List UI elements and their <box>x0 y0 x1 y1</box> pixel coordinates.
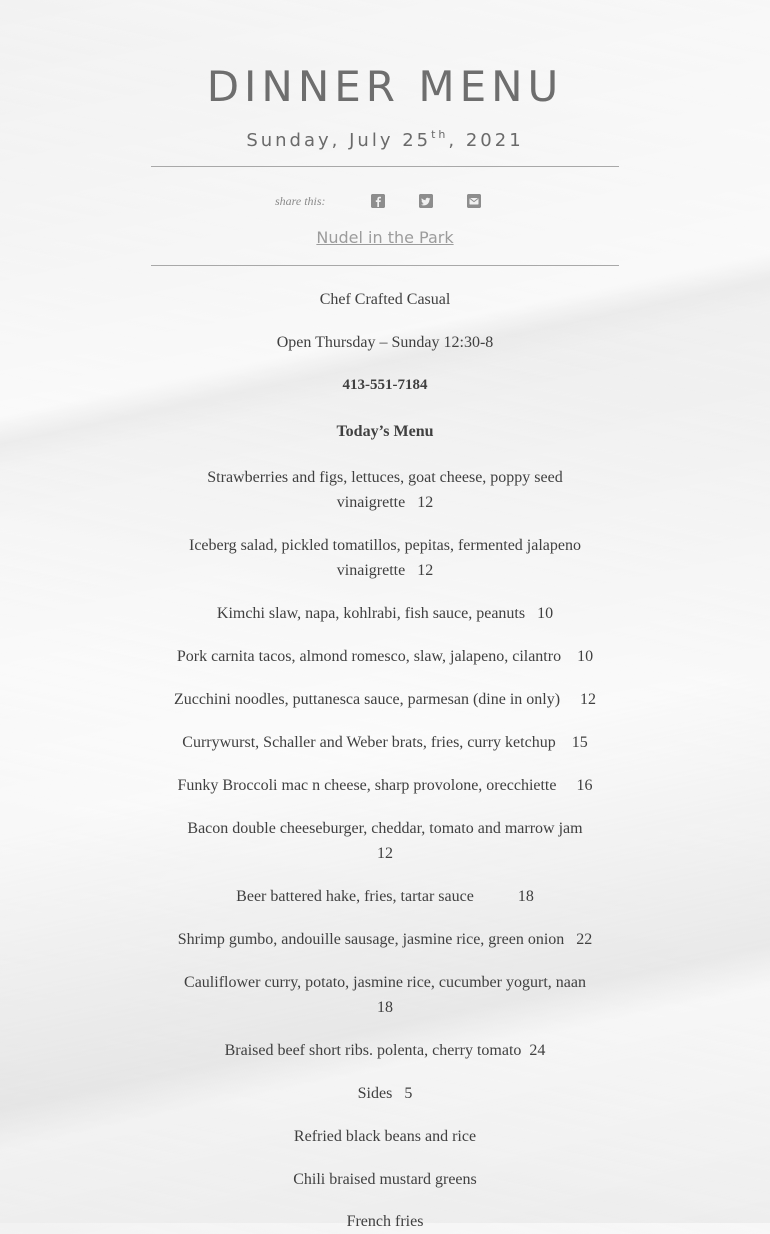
menu-item: Pork carnita tacos, almond romesco, slaw, jalapeno, cilantro 10 <box>176 648 594 665</box>
share-label: share this: <box>275 194 326 208</box>
menu-item: Beer battered hake, fries, tartar sauce 18 <box>236 888 534 905</box>
menu-item: Kimchi slaw, napa, kohlrabi, fish sauce, peanuts 10 <box>216 605 554 622</box>
phone-number: 413-551-7184 <box>342 377 428 393</box>
tagline: Chef Crafted Casual <box>319 291 451 308</box>
menu-heading: Today’s Menu <box>336 423 434 440</box>
opening-hours: Open Thursday – Sunday 12:30-8 <box>276 334 494 351</box>
twitter-icon[interactable] <box>419 194 433 208</box>
top-divider <box>151 166 619 167</box>
sides-heading: Sides 5 <box>357 1085 413 1102</box>
menu-item: Strawberries and figs, lettuces, goat cheese, poppy seed vinaigrette 12 <box>207 469 563 511</box>
side-item: French fries <box>346 1213 424 1230</box>
menu-item: Funky Broccoli mac n cheese, sharp provolone, orecchiette 16 <box>177 777 593 794</box>
email-icon[interactable] <box>467 194 481 208</box>
date-ordinal-suffix: th <box>431 128 449 141</box>
date-year: , 2021 <box>448 130 524 151</box>
menu-item: Bacon double cheeseburger, cheddar, tomato and marrow jam 12 <box>187 820 583 862</box>
facebook-icon[interactable] <box>371 194 385 208</box>
side-item: Chili braised mustard greens <box>293 1171 477 1188</box>
menu-item: Iceberg salad, pickled tomatillos, pepitas, fermented jalapeno vinaigrette 12 <box>188 537 581 579</box>
menu-item: Zucchini noodles, puttanesca sauce, parmesan (dine in only) 12 <box>173 691 597 708</box>
menu-item: Braised beef short ribs. polenta, cherry tomato 24 <box>224 1042 546 1059</box>
side-item: Refried black beans and rice <box>293 1128 477 1145</box>
menu-item: Currywurst, Schaller and Weber brats, fries, curry ketchup 15 <box>182 734 588 751</box>
menu-date <box>0 128 770 154</box>
bottom-divider <box>151 265 619 266</box>
page-title: DINNER MENU <box>206 62 564 111</box>
venue-link-text[interactable]: Nudel in the Park <box>316 228 454 247</box>
menu-item: Cauliflower curry, potato, jasmine rice, cucumber yogurt, naan 18 <box>184 974 586 1016</box>
share-bar <box>0 192 770 214</box>
venue-link[interactable] <box>0 227 770 249</box>
menu-item: Shrimp gumbo, andouille sausage, jasmine rice, green onion 22 <box>177 931 593 948</box>
date-main: Sunday, July 25 <box>246 130 432 151</box>
